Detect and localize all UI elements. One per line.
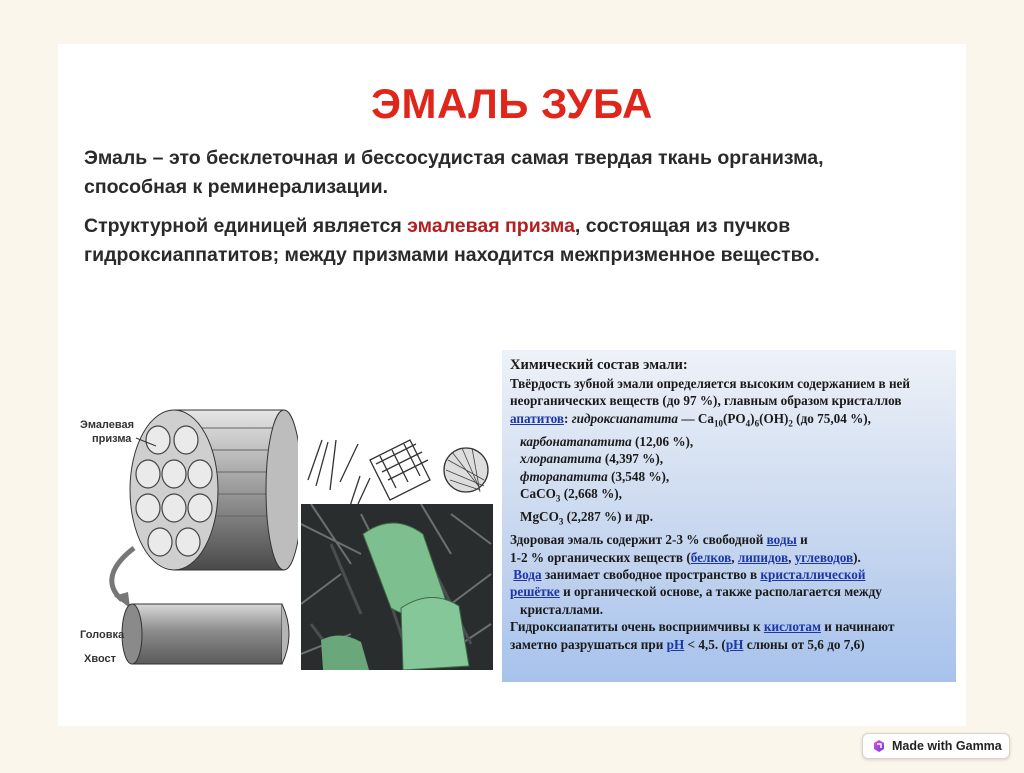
link-proteins[interactable]: белков (690, 549, 732, 565)
link-crystal[interactable]: кристаллической (760, 566, 866, 582)
panel-line-3 (510, 410, 952, 433)
crystal-sketches (300, 420, 490, 510)
mgco3-value: (2,287 %) и др. (563, 509, 654, 525)
formula-paren: ) (750, 410, 755, 426)
enamel-prism-highlight: эмалевая призма (407, 215, 575, 237)
sep-1: , (731, 549, 738, 565)
label-enamel-prism-2: призма (92, 433, 132, 445)
link-water[interactable]: воды (766, 532, 797, 548)
green-prism-2 (401, 597, 469, 670)
ph-mid: < 4,5. ( (684, 636, 726, 652)
panel-line-9 (510, 531, 952, 548)
slide (58, 44, 966, 726)
link-lattice[interactable]: решётке (510, 584, 560, 600)
link-ph-2[interactable]: pH (725, 636, 744, 652)
chlorapatite: хлорапатита (520, 451, 602, 467)
sub-4: 4 (745, 418, 751, 429)
water-and: и (796, 532, 808, 548)
water-text: Здоровая эмаль содержит 2-3 % свободной (510, 532, 767, 548)
link-apatites[interactable]: апатитов (510, 410, 565, 426)
formula-end: (до 75,04 %), (792, 410, 871, 426)
panel-line-1: Твёрдость зубной эмали определяется высоким содержанием в ней (510, 376, 911, 391)
structure-line-1 (84, 212, 964, 241)
structure-paragraph (84, 212, 964, 270)
organic-text: 1-2 % органических веществ ( (510, 549, 691, 565)
panel-line-4 (510, 433, 952, 450)
single-prism-rod (132, 604, 282, 664)
panel-line-13: кристаллами. (520, 601, 604, 617)
acid-end: и начинают (820, 619, 895, 635)
panel-line-5 (510, 450, 952, 467)
sub-10: 10 (713, 418, 723, 429)
definition-line-2: способная к реминерализации. (84, 176, 389, 198)
formula-po: (PO (722, 410, 746, 426)
definition-line-1: Эмаль – это бесклеточная и бессосудистая самая твердая ткань организма, (84, 147, 824, 169)
caco3: CaCO (520, 486, 556, 502)
panel-heading: Химический состав эмали: (510, 357, 688, 373)
label-head: Головка (80, 629, 125, 641)
sub-3a: 3 (555, 493, 561, 504)
link-carbohydrates[interactable]: углеводов (794, 549, 854, 565)
sub-2: 2 (788, 418, 793, 429)
curved-arrow-icon (112, 548, 134, 600)
structure-text-post: , состоящая из пучков (574, 215, 791, 237)
chemical-composition-panel (502, 350, 956, 682)
formula-oh: (OH) (759, 410, 789, 426)
panel-line-10 (510, 549, 952, 566)
carbonatapatite: карбонатапатита (520, 433, 632, 449)
panel-line-6 (510, 468, 952, 485)
slide-title: ЭМАЛЬ ЗУБА (371, 80, 653, 127)
space-text: занимает свободное пространство в (541, 566, 761, 582)
sub-6: 6 (754, 418, 760, 429)
panel-line-14 (510, 618, 952, 635)
organic-end: ). (853, 549, 861, 565)
link-lipids[interactable]: липидов (737, 549, 789, 565)
prism-cross-section (130, 410, 218, 570)
label-enamel-prism-1: Эмалевая (80, 419, 135, 431)
hydroxyapatite: гидроксиапатита (571, 410, 679, 426)
definition-paragraph (84, 144, 964, 202)
badge-label: Made with Gamma (892, 739, 1002, 753)
made-with-gamma-badge[interactable] (862, 733, 1010, 759)
prism-bundle-end (266, 410, 298, 570)
fluorapatite-value: (3,548 %), (607, 468, 670, 484)
link-water-2[interactable]: Вода (513, 566, 542, 582)
mgco3: MgCO (520, 509, 559, 525)
lattice-text: и органической основе, а также располагается между (559, 584, 882, 600)
ph-text: заметно разрушаться при (510, 636, 667, 652)
ph-end: слюны от 5,6 до 7,6) (743, 636, 865, 652)
sub-3b: 3 (558, 516, 564, 527)
formula-ca: — Ca (678, 410, 714, 426)
sep-2: , (788, 549, 795, 565)
link-ph-1[interactable]: pH (666, 636, 685, 652)
carbonatapatite-value: (12,06 %), (631, 433, 694, 449)
panel-line-11 (510, 566, 952, 583)
panel-line-15 (510, 636, 952, 653)
acid-text: Гидроксиапатиты очень восприимчивы к (510, 619, 764, 635)
panel-line-12 (510, 583, 952, 600)
gamma-logo-icon (873, 740, 885, 752)
link-acids[interactable]: кислотам (763, 619, 821, 635)
chlorapatite-value: (4,397 %), (601, 451, 664, 467)
structure-line-2: гидроксиаппатитов; между призмами находится межпризменное вещество. (84, 244, 820, 266)
enamel-microscopy-image (301, 504, 493, 670)
enamel-prism-diagram (78, 398, 298, 668)
panel-line-8 (510, 508, 952, 531)
panel-line-7 (510, 485, 952, 508)
fluorapatite: фторапатита (520, 468, 608, 484)
structure-text-pre: Структурной единицей является (84, 215, 408, 237)
label-tail: Хвост (84, 653, 117, 665)
colon: : (564, 410, 572, 426)
caco3-value: (2,668 %), (560, 486, 622, 502)
panel-line-2: неорганических веществ (до 97 %), главным образом кристаллов (510, 393, 902, 409)
